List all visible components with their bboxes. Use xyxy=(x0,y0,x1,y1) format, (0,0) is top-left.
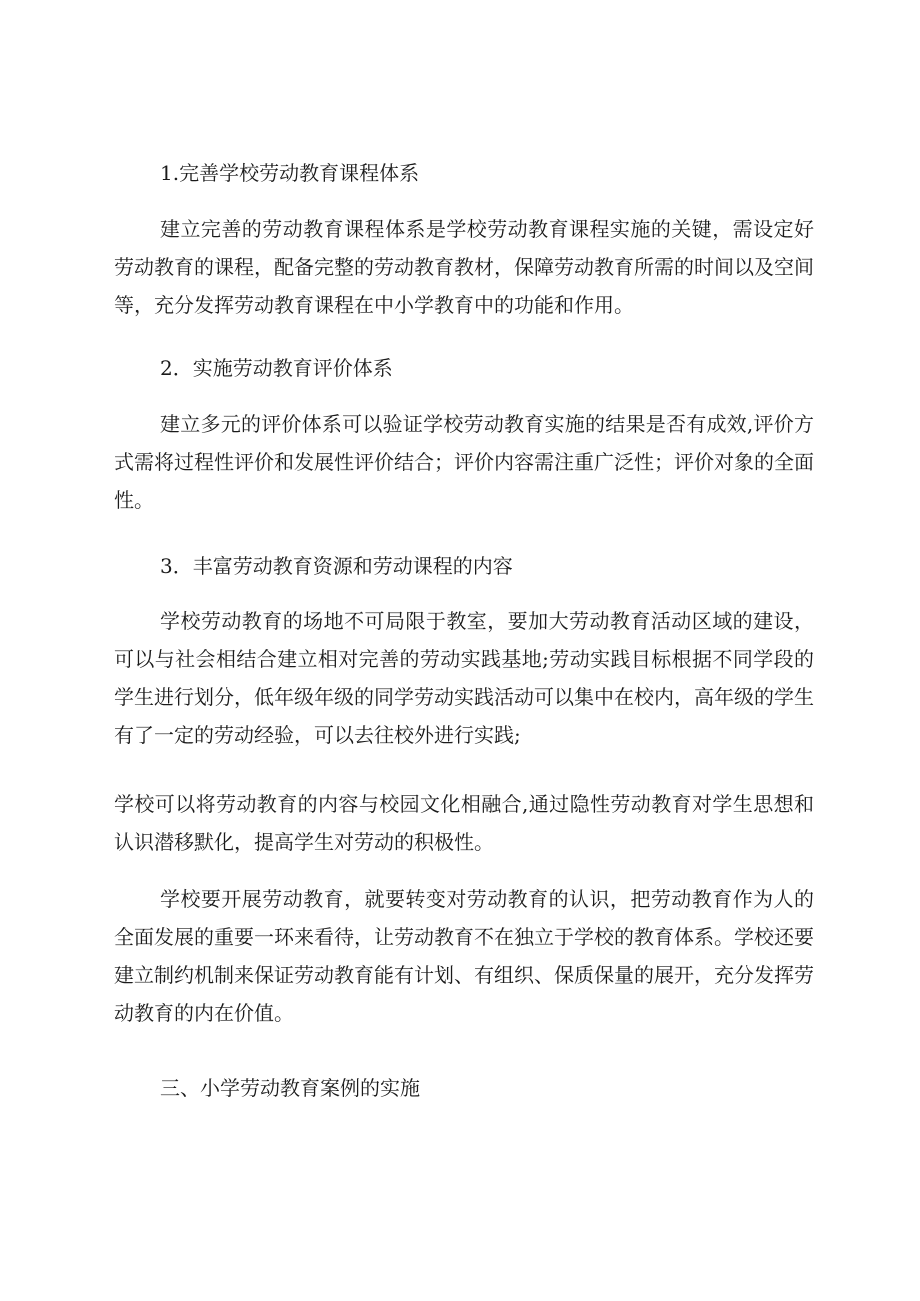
section-heading-4: 三、小学劳动教育案例的实施 xyxy=(160,1076,420,1100)
paragraph-3: 学校劳动教育的场地不可局限于教室，要加大劳动教育活动区域的建设，可以与社会相结合建立相对完善的劳动实践基地;劳动实践目标根据不同学段的学生进行划分，低年级年级的同学劳动实践活动可以集中在校内，高年级的学生有了一定的劳动经验，可以去往校外进行实践; xyxy=(114,609,814,747)
paragraph-5: 学校要开展劳动教育，就要转变对劳动教育的认识，把劳动教育作为人的全面发展的重要一环来看待，让劳动教育不在独立于学校的教育体系。学校还要建立制约机制来保证劳动教育能有计划、有组织、保质保量的展开，充分发挥劳动教育的内在价值。 xyxy=(114,887,814,1025)
section-heading-2: 2．实施劳动教育评价体系 xyxy=(160,356,393,380)
paragraph-1: 建立完善的劳动教育课程体系是学校劳动教育课程实施的关键，需设定好劳动教育的课程，配备完整的劳动教育教材，保障劳动教育所需的时间以及空间等，充分发挥劳动教育课程在中小学教育中的功能和作用。 xyxy=(114,217,814,317)
paragraph-2: 建立多元的评价体系可以验证学校劳动教育实施的结果是否有成效,评价方式需将过程性评价和发展性评价结合；评价内容需注重广泛性；评价对象的全面性。 xyxy=(114,412,814,512)
section-heading-1: 1.完善学校劳动教育课程体系 xyxy=(160,161,420,185)
paragraph-4: 学校可以将劳动教育的内容与校园文化相融合,通过隐性劳动教育对学生思想和认识潜移默化，提高学生对劳动的积极性。 xyxy=(114,792,814,854)
section-heading-3: 3．丰富劳动教育资源和劳动课程的内容 xyxy=(160,554,513,578)
